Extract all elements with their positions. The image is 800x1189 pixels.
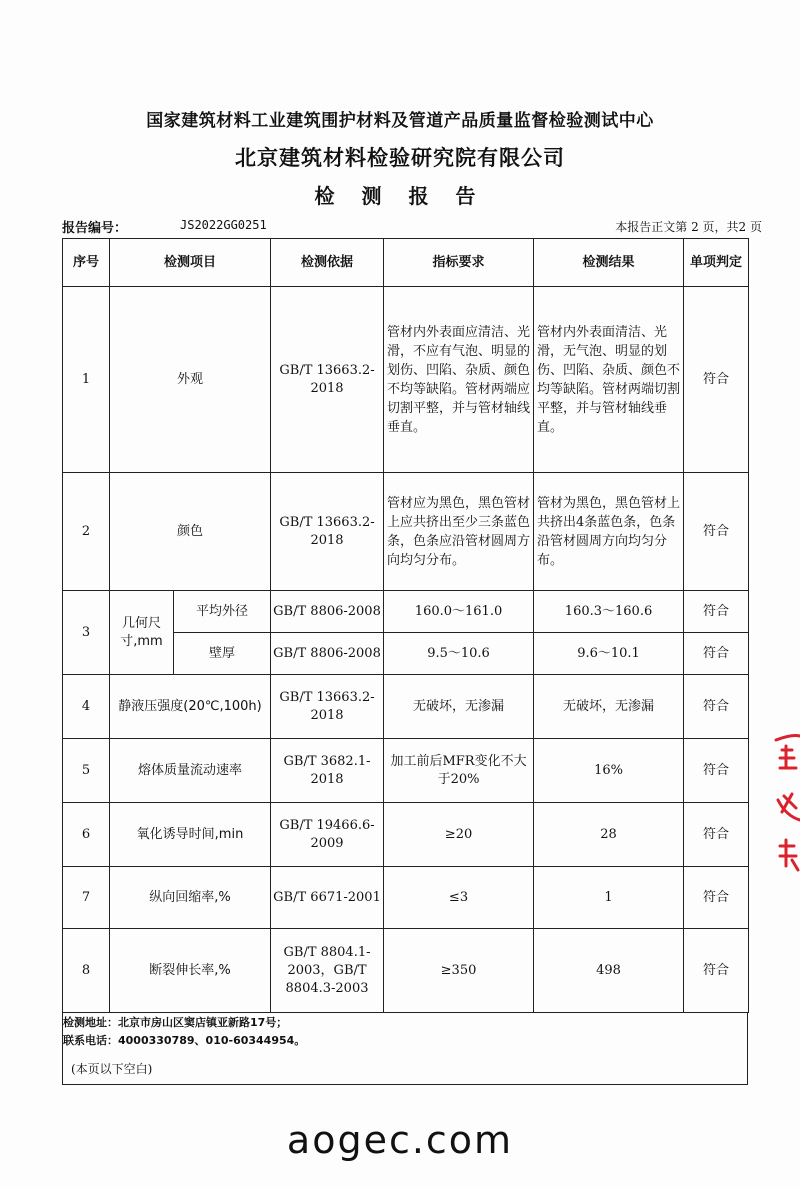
page-info: 本报告正文第 2 页，共2 页 bbox=[615, 220, 762, 234]
row-requirement: 无破坏，无渗漏 bbox=[384, 675, 534, 739]
row-basis: GB/T 8806-2008 bbox=[271, 633, 384, 675]
blank-note: (本页以下空白) bbox=[71, 1062, 153, 1076]
row-item: 氧化诱导时间,min bbox=[110, 803, 271, 867]
row-result: 16% bbox=[534, 739, 684, 803]
row-verdict: 符合 bbox=[684, 675, 749, 739]
row-no: 6 bbox=[63, 803, 110, 867]
row-item: 颜色 bbox=[110, 473, 271, 591]
row-verdict: 符合 bbox=[684, 929, 749, 1013]
header-basis: 检测依据 bbox=[271, 239, 384, 287]
row-verdict: 符合 bbox=[684, 803, 749, 867]
header-verdict: 单项判定 bbox=[684, 239, 749, 287]
institute-name: 北京建筑材料检验研究院有限公司 bbox=[235, 146, 565, 170]
row-no: 7 bbox=[63, 867, 110, 929]
report-no-label: 报告编号： bbox=[62, 221, 128, 236]
row-no: 1 bbox=[63, 287, 110, 473]
row-subitem: 壁厚 bbox=[174, 633, 271, 675]
row-requirement: 9.5～10.6 bbox=[384, 633, 534, 675]
report-meta bbox=[62, 217, 762, 235]
row-item: 外观 bbox=[110, 287, 271, 473]
table-row bbox=[63, 287, 749, 473]
row-verdict: 符合 bbox=[684, 633, 749, 675]
row-basis: GB/T 3682.1-2018 bbox=[271, 739, 384, 803]
row-result: 无破坏，无渗漏 bbox=[534, 675, 684, 739]
report-title: 检 测 报 告 bbox=[314, 184, 486, 208]
row-verdict: 符合 bbox=[684, 739, 749, 803]
table-row bbox=[63, 803, 749, 867]
row-requirement: ≥350 bbox=[384, 929, 534, 1013]
row-verdict: 符合 bbox=[684, 591, 749, 633]
row-no: 5 bbox=[63, 739, 110, 803]
row-requirement: ≥20 bbox=[384, 803, 534, 867]
row-verdict: 符合 bbox=[684, 473, 749, 591]
row-item: 纵向回缩率,% bbox=[110, 867, 271, 929]
table-header-row bbox=[63, 239, 749, 287]
row-basis: GB/T 13663.2-2018 bbox=[271, 287, 384, 473]
row-item: 断裂伸长率,% bbox=[110, 929, 271, 1013]
seal-stamp-icon bbox=[762, 720, 800, 880]
footer-box bbox=[62, 1012, 748, 1085]
row-no: 4 bbox=[63, 675, 110, 739]
row-requirement: 管材内外表面应清洁、光滑，不应有气泡、明显的划伤、凹陷、杂质、颜色不均等缺陷。管材两端应切割平整，并与管材轴线垂直。 bbox=[384, 287, 534, 473]
header-item: 检测项目 bbox=[110, 239, 271, 287]
row-item: 熔体质量流动速率 bbox=[110, 739, 271, 803]
row-no: 2 bbox=[63, 473, 110, 591]
row-requirement: 加工前后MFR变化不大于20% bbox=[384, 739, 534, 803]
row-requirement: ≤3 bbox=[384, 867, 534, 929]
table-row bbox=[63, 739, 749, 803]
institution-name: 国家建筑材料工业建筑围护材料及管道产品质量监督检验测试中心 bbox=[146, 111, 654, 131]
row-result: 9.6～10.1 bbox=[534, 633, 684, 675]
table-row bbox=[63, 591, 749, 633]
table-row bbox=[63, 473, 749, 591]
results-table bbox=[62, 238, 749, 1013]
row-result: 管材为黑色，黑色管材上共挤出4条蓝色条，色条沿管材圆周方向均匀分布。 bbox=[534, 473, 684, 591]
row-no: 3 bbox=[63, 591, 110, 675]
row-basis: GB/T 6671-2001 bbox=[271, 867, 384, 929]
row-result: 498 bbox=[534, 929, 684, 1013]
watermark-text: aogec.com bbox=[286, 1118, 514, 1162]
table-row bbox=[63, 867, 749, 929]
row-result: 管材内外表面清洁、光滑，无气泡、明显的划伤、凹陷、杂质、颜色不均等缺陷。管材两端切割平整，并与管材轴线垂直。 bbox=[534, 287, 684, 473]
row-no: 8 bbox=[63, 929, 110, 1013]
test-address: 检测地址：北京市房山区窦店镇亚新路17号； bbox=[63, 1016, 288, 1029]
row-basis: GB/T 19466.6-2009 bbox=[271, 803, 384, 867]
table-row bbox=[63, 675, 749, 739]
header-no: 序号 bbox=[63, 239, 110, 287]
row-requirement: 160.0～161.0 bbox=[384, 591, 534, 633]
red-seal-stamp bbox=[762, 720, 800, 880]
row-verdict: 符合 bbox=[684, 867, 749, 929]
row-result: 28 bbox=[534, 803, 684, 867]
row-basis: GB/T 13663.2-2018 bbox=[271, 473, 384, 591]
row-item: 静液压强度(20℃,100h) bbox=[110, 675, 271, 739]
row-basis: GB/T 8806-2008 bbox=[271, 591, 384, 633]
row-result: 1 bbox=[534, 867, 684, 929]
report-no-value: JS2022GG0251 bbox=[180, 218, 267, 232]
header-requirement: 指标要求 bbox=[384, 239, 534, 287]
row-subitem: 平均外径 bbox=[174, 591, 271, 633]
row-result: 160.3～160.6 bbox=[534, 591, 684, 633]
row-basis: GB/T 8804.1-2003，GB/T 8804.3-2003 bbox=[271, 929, 384, 1013]
header-result: 检测结果 bbox=[534, 239, 684, 287]
row-requirement: 管材应为黑色，黑色管材上应共挤出至少三条蓝色条，色条应沿管材圆周方向均匀分布。 bbox=[384, 473, 534, 591]
row-verdict: 符合 bbox=[684, 287, 749, 473]
table-row bbox=[63, 929, 749, 1013]
contact-phone: 联系电话：4000330789、010-60344954。 bbox=[63, 1034, 306, 1047]
row-item: 几何尺寸,mm bbox=[110, 591, 174, 675]
row-basis: GB/T 13663.2-2018 bbox=[271, 675, 384, 739]
